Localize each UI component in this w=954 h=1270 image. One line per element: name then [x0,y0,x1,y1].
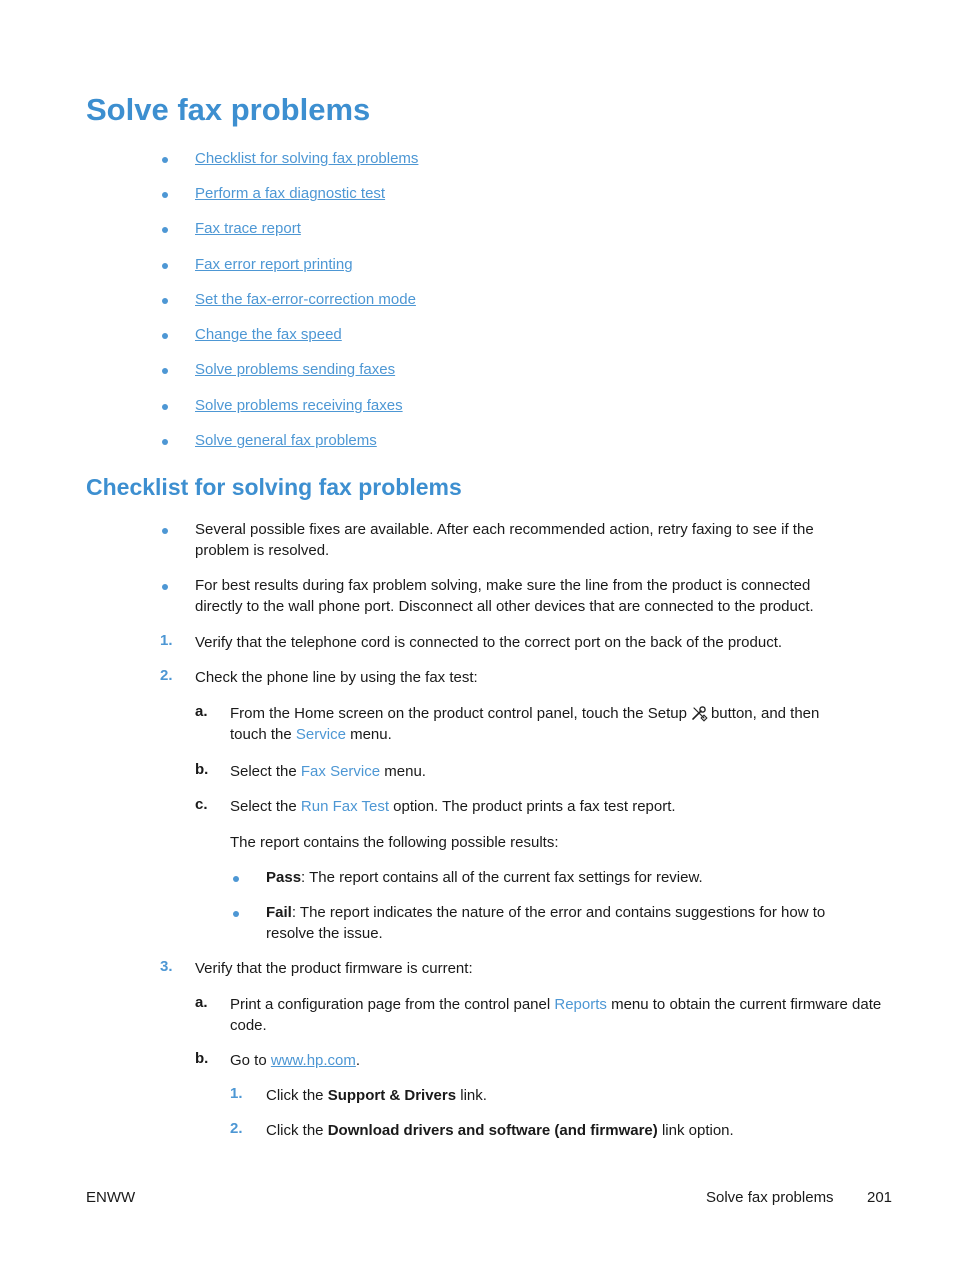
step-text: Check the phone line by using the fax test: [195,669,478,686]
result-label: Pass [266,869,302,886]
bullet-icon [162,584,168,590]
substep-letter: a. [195,703,208,720]
substep-text-part: Go to [230,1052,267,1069]
footer-section: Solve fax problems [706,1189,834,1206]
download-drivers-label: Download drivers and software (and firmware) [327,1122,658,1139]
step-number: 2. [160,667,173,684]
step-number: 1. [160,632,173,649]
substep-text-part: link. [460,1087,487,1104]
substep-letter: b. [195,1050,209,1067]
substep-text-part: Click the [266,1122,324,1139]
result-pass [266,867,860,888]
toc-link-checklist[interactable]: Checklist for solving fax problems [195,150,419,167]
page-title: Solve fax problems [86,92,371,127]
footer-left: ENWW [86,1189,136,1206]
substep-text-part: From the Home screen on the product control panel, touch the Setup [230,705,687,722]
bullet-icon [162,333,168,339]
step-number: 3. [160,958,173,975]
substep-text-part: menu. [350,726,392,743]
step-text: Verify that the product firmware is current: [195,960,473,977]
bullet-icon [162,404,168,410]
result-text: : The report indicates the nature of the error and contains suggestions for how to resolve the issue. [266,904,826,942]
substep-text-part: option. The product prints a fax test report. [393,798,676,815]
page-number: 201 [867,1189,893,1206]
results-intro: The report contains the following possible results: [230,834,559,851]
bullet-icon [162,227,168,233]
substep-text-part: menu to obtain the current firmware date code. [230,996,882,1034]
substep-text [230,994,885,1036]
result-text: : The report contains all of the current fax settings for review. [301,869,703,886]
substep-text-part: menu. [384,763,426,780]
substep-text-part: Click the [266,1087,324,1104]
substep-text-part: . [355,1052,361,1069]
toc-link-receiving-faxes[interactable]: Solve problems receiving faxes [195,397,403,414]
substep-number: 2. [230,1120,243,1137]
section-title: Checklist for solving fax problems [86,474,462,500]
substep-text-part: Select the [230,798,297,815]
toc-link-general-problems[interactable]: Solve general fax problems [195,432,377,449]
bullet-icon [162,157,168,163]
intro-bullet-text: Several possible fixes are available. After each recommended action, retry faxing to see if the problem is resolved. [195,521,814,559]
bullet-icon [162,439,168,445]
bullet-icon [162,528,168,534]
substep-text [230,796,860,817]
result-fail [266,902,860,944]
substep-text-part: link option. [661,1122,734,1139]
substep-text [266,1120,886,1141]
substep-text [266,1085,866,1106]
step-text: Verify that the telephone cord is connected to the correct port on the back of the product. [195,634,783,651]
bullet-icon [162,192,168,198]
substep-text [230,761,860,782]
result-label: Fail [266,904,292,921]
bullet-icon [162,368,168,374]
substep-text-part: Print a configuration page from the control panel [230,996,551,1013]
bullet-icon [233,911,239,917]
toc-link-error-report[interactable]: Fax error report printing [195,256,353,273]
wrench-screwdriver-icon [690,704,708,722]
substep-text-part: button, and then touch the [230,705,820,743]
hp-website-link[interactable]: www.hp.com [270,1052,356,1069]
substep-letter: b. [195,761,209,778]
menu-fax-service: Fax Service [300,763,381,780]
menu-reports: Reports [554,996,607,1013]
toc-link-fax-speed[interactable]: Change the fax speed [195,326,342,343]
toc-link-trace-report[interactable]: Fax trace report [195,220,301,237]
substep-text [230,1050,860,1071]
bullet-icon [162,263,168,269]
substep-text-part: Select the [230,763,297,780]
toc-link-sending-faxes[interactable]: Solve problems sending faxes [195,361,396,378]
substep-text [230,703,860,745]
toc-link-error-correction[interactable]: Set the fax-error-correction mode [195,291,416,308]
toc-link-diagnostic-test[interactable]: Perform a fax diagnostic test [195,185,386,202]
bullet-icon [162,298,168,304]
substep-letter: a. [195,994,208,1011]
substep-letter: c. [195,796,208,813]
menu-service: Service [295,726,346,743]
support-drivers-label: Support & Drivers [327,1087,457,1104]
substep-number: 1. [230,1085,243,1102]
menu-run-fax-test: Run Fax Test [300,798,389,815]
bullet-icon [233,876,239,882]
intro-bullet-text: For best results during fax problem solving, make sure the line from the product is connected directly to the wall phone port. Disconnect all other devices that are connected to the product. [195,577,814,615]
